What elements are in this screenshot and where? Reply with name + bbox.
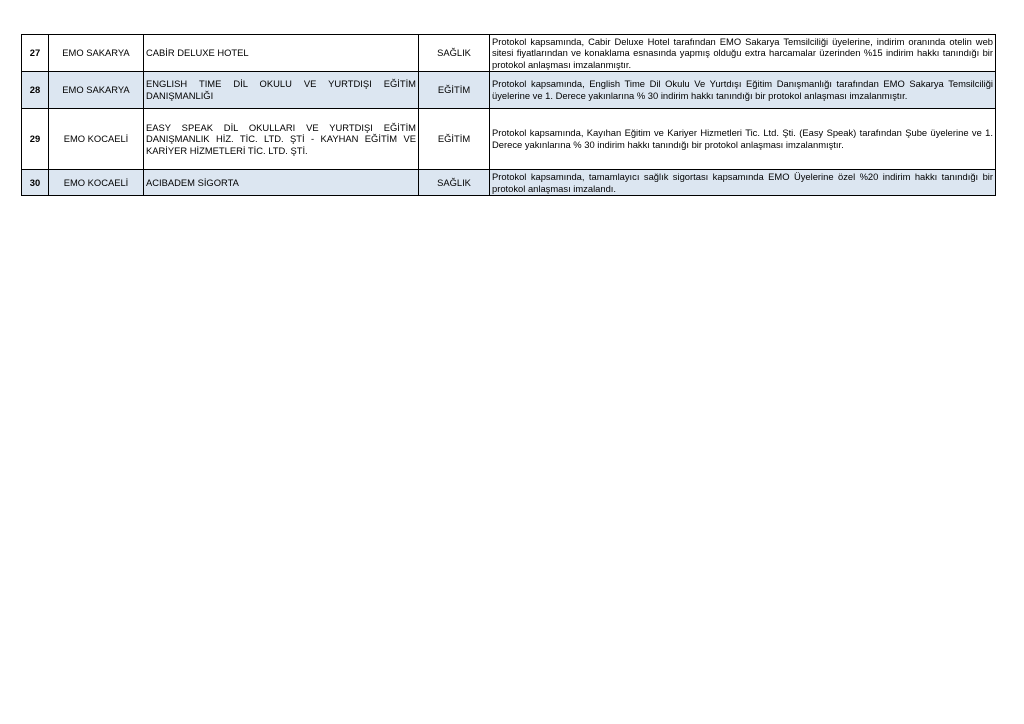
table-row: [22, 109, 996, 170]
company-cell: EASY SPEAK DİL OKULLARI VE YURTDIŞI EĞİTİM DANIŞMANLIK HİZ. TİC. LTD. ŞTİ - KAYHAN EĞİTİM VE KARİYER HİZMETLERİ TİC. LTD. ŞTİ.: [144, 109, 419, 170]
row-number: 29: [22, 109, 49, 170]
branch-cell: EMO SAKARYA: [49, 35, 144, 72]
description-cell: Protokol kapsamında, Cabir Deluxe Hotel tarafından EMO Sakarya Temsilciliği üyelerine, indirim oranında otelin web sitesi fiyatlarından ve konaklama esnasında yapmış olduğu extra harcamalar üzerinden %15 indirim hakkı tanındığı bir protokol anlaşması imzalanmıştır.: [490, 35, 996, 72]
company-cell: CABİR DELUXE HOTEL: [144, 35, 419, 72]
description-cell: Protokol kapsamında, Kayıhan Eğitim ve Kariyer Hizmetleri Tic. Ltd. Şti. (Easy Speak) tarafından Şube üyelerine ve 1. Derece yakınlarına % 30 indirim hakkı tanındığı bir protokol anlaşması imzalanmıştır.: [490, 109, 996, 170]
description-cell: Protokol kapsamında, tamamlayıcı sağlık sigortası kapsamında EMO Üyelerine özel %20 indirim hakkı tanındığı bir protokol anlaşması imzalandı.: [490, 170, 996, 196]
protocol-table: [21, 34, 996, 196]
row-number: 27: [22, 35, 49, 72]
branch-cell: EMO SAKARYA: [49, 72, 144, 109]
sector-cell: SAĞLIK: [419, 170, 490, 196]
table-row: [22, 170, 996, 196]
table-row: [22, 35, 996, 72]
sector-cell: EĞİTİM: [419, 72, 490, 109]
row-number: 30: [22, 170, 49, 196]
sector-cell: EĞİTİM: [419, 109, 490, 170]
company-cell: ENGLISH TIME DİL OKULU VE YURTDIŞI EĞİTİM DANIŞMANLIĞI: [144, 72, 419, 109]
description-cell: Protokol kapsamında, English Time Dil Okulu Ve Yurtdışı Eğitim Danışmanlığı tarafından EMO Sakarya Temsilciliği üyelerine ve 1. Derece yakınlarına % 30 indirim hakkı tanındığı bir protokol anlaşması imzalanmıştır.: [490, 72, 996, 109]
company-cell: ACIBADEM SİGORTA: [144, 170, 419, 196]
sector-cell: SAĞLIK: [419, 35, 490, 72]
branch-cell: EMO KOCAELİ: [49, 170, 144, 196]
branch-cell: EMO KOCAELİ: [49, 109, 144, 170]
table-row: [22, 72, 996, 109]
row-number: 28: [22, 72, 49, 109]
